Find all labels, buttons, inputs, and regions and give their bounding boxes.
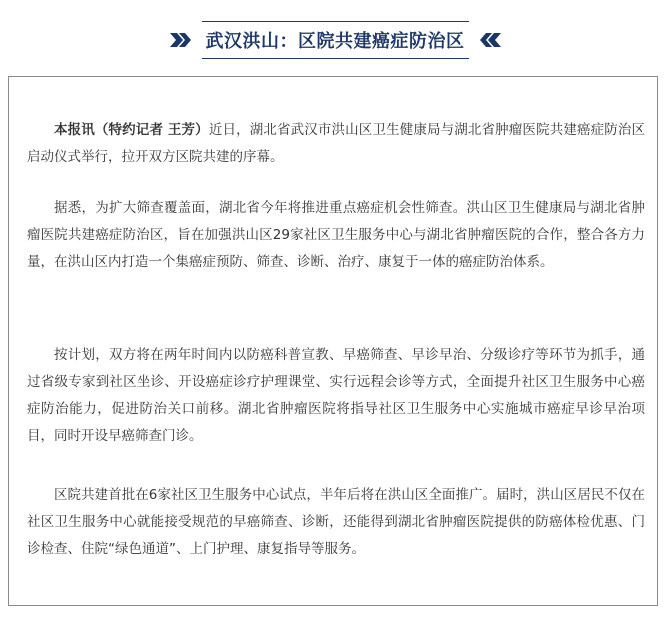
article-paragraph-4: 区院共建首批在6家社区卫生服务中心试点，半年后将在洪山区全面推广。届时，洪山区居民不仅在社区卫生服务中心就能接受规范的早癌筛查、诊断，还能得到湖北省肿瘤医院提供的防癌体检优惠、门诊检查、住院“绿色通道”、上门护理、康复指导等服务。	[27, 487, 645, 557]
article-box	[8, 76, 658, 606]
article-paragraph-3: 按计划，双方将在两年时间内以防癌科普宣教、早癌筛查、早诊早治、分级诊疗等环节为抓手，通过省级专家到社区坐诊、开设癌症诊疗护理课堂、实行远程会诊等方式，全面提升社区卫生服务中心癌症防治能力，促进防治关口前移。湖北省肿瘤医院将指导社区卫生服务中心实施城市癌症早诊早治项目，同时开设早癌筛查门诊。	[27, 347, 645, 444]
article-lead: 本报讯（特约记者 王芳）	[54, 122, 209, 138]
title-group	[170, 21, 501, 59]
article-paragraph-1-text: 近日，湖北省武汉市洪山区卫生健康局与湖北省肿瘤医院共建癌症防治区启动仪式举行，拉开双方区院共建的序幕。	[27, 122, 646, 165]
double-chevron-right-icon	[170, 33, 192, 47]
article-paragraph-1	[27, 117, 645, 171]
double-chevron-left-icon	[479, 33, 501, 47]
page-title: 武汉洪山：区院共建癌症防治区	[205, 31, 465, 52]
title-frame	[202, 21, 469, 59]
article-paragraph-2: 据悉，为扩大筛查覆盖面，湖北省今年将推进重点癌症机会性筛查。洪山区卫生健康局与湖北省肿瘤医院共建癌症防治区，旨在加强洪山区29家社区卫生服务中心与湖北省肿瘤医院的合作，整合各方力量，在洪山区内打造一个集癌症预防、筛查、诊断、治疗、康复于一体的癌症防治体系。	[27, 200, 645, 270]
title-bar	[0, 20, 670, 60]
